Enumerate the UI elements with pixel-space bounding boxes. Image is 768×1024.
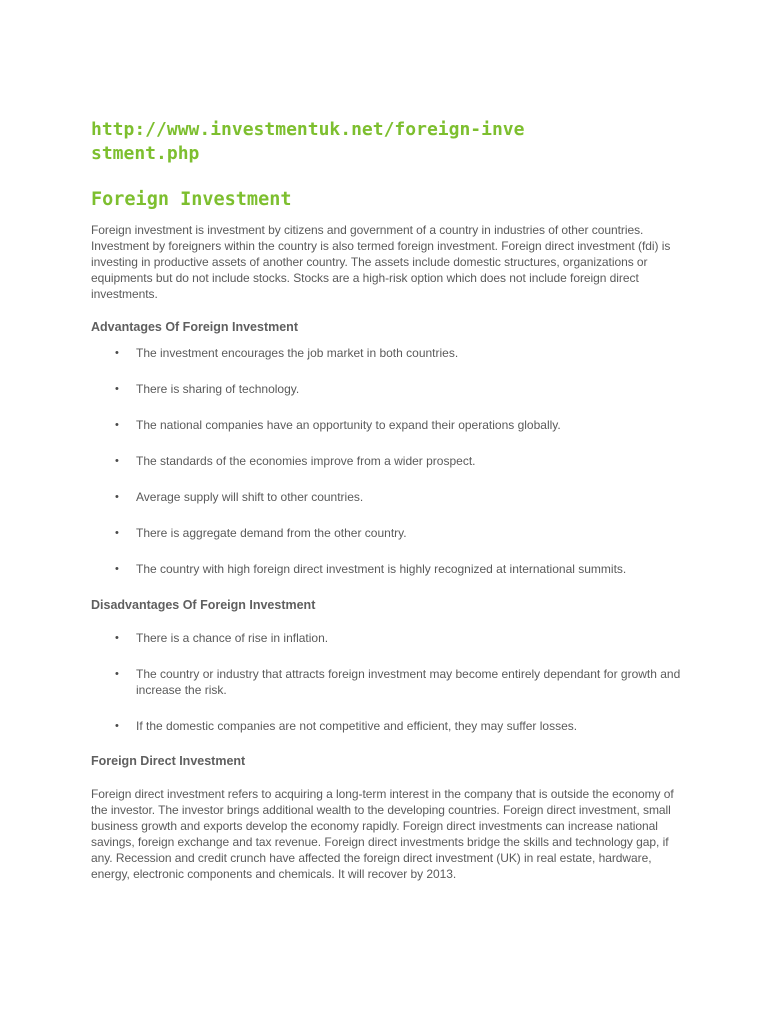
list-item [91,718,681,734]
list-item [91,630,681,646]
list-item-text: There is sharing of technology. [136,382,300,396]
list-item [91,666,681,698]
document-page [91,118,681,882]
fdi-paragraph: Foreign direct investment refers to acquiring a long-term interest in the company that is outside the economy of the investor. The investor brings additional wealth to the developing countries. Foreign direct investment, small business growth and exports develop the economy rapidly. Foreign direct investments can increase national savings, foreign exchange and tax revenue. Foreign direct investments bridge the skills and technology gap, if any. Recession and credit crunch have affected the foreign direct investment (UK) in real estate, hardware, energy, electronic components and chemicals. It will recover by 2013. [91,787,674,881]
list-item [91,561,681,577]
disadvantages-list [91,630,681,734]
bullet-icon: • [115,347,119,359]
bullet-icon: • [115,491,119,503]
advantages-list [91,345,681,577]
list-item-text: The investment encourages the job market in both countries. [136,346,459,360]
list-item [91,345,681,361]
list-item [91,417,681,433]
list-item-text: If the domestic companies are not competitive and efficient, they may suffer losses. [136,719,578,733]
bullet-icon: • [115,563,119,575]
list-item-text: The national companies have an opportunity to expand their operations globally. [136,418,561,432]
bullet-icon: • [115,668,119,680]
bullet-icon: • [115,527,119,539]
source-url-link[interactable]: http://www.investmentuk.net/foreign-investment.php [91,119,525,164]
list-item-text: The country or industry that attracts foreign investment may become entirely dependant for growth and increase the risk. [136,667,681,697]
disadvantages-heading: Disadvantages Of Foreign Investment [91,598,316,612]
advantages-heading: Advantages Of Foreign Investment [91,320,298,334]
list-item-text: The country with high foreign direct investment is highly recognized at international summits. [136,562,627,576]
bullet-icon: • [115,720,119,732]
bullet-icon: • [115,383,119,395]
list-item [91,489,681,505]
bullet-icon: • [115,632,119,644]
list-item [91,453,681,469]
list-item [91,525,681,541]
list-item-text: The standards of the economies improve from a wider prospect. [136,454,476,468]
page-title: Foreign Investment [91,189,292,210]
intro-paragraph: Foreign investment is investment by citizens and government of a country in industries of other countries. Investment by foreigners within the country is also termed foreign investment. Foreign direct investment (fdi) is investing in productive assets of another country. The assets include domestic structures, organizations or equipments but do not include stocks. Stocks are a high-risk option which does not include foreign direct investments. [91,223,671,301]
list-item-text: There is aggregate demand from the other country. [136,526,407,540]
bullet-icon: • [115,455,119,467]
list-item [91,381,681,397]
list-item-text: There is a chance of rise in inflation. [136,631,329,645]
fdi-heading: Foreign Direct Investment [91,754,246,768]
list-item-text: Average supply will shift to other countries. [136,490,364,504]
bullet-icon: • [115,419,119,431]
